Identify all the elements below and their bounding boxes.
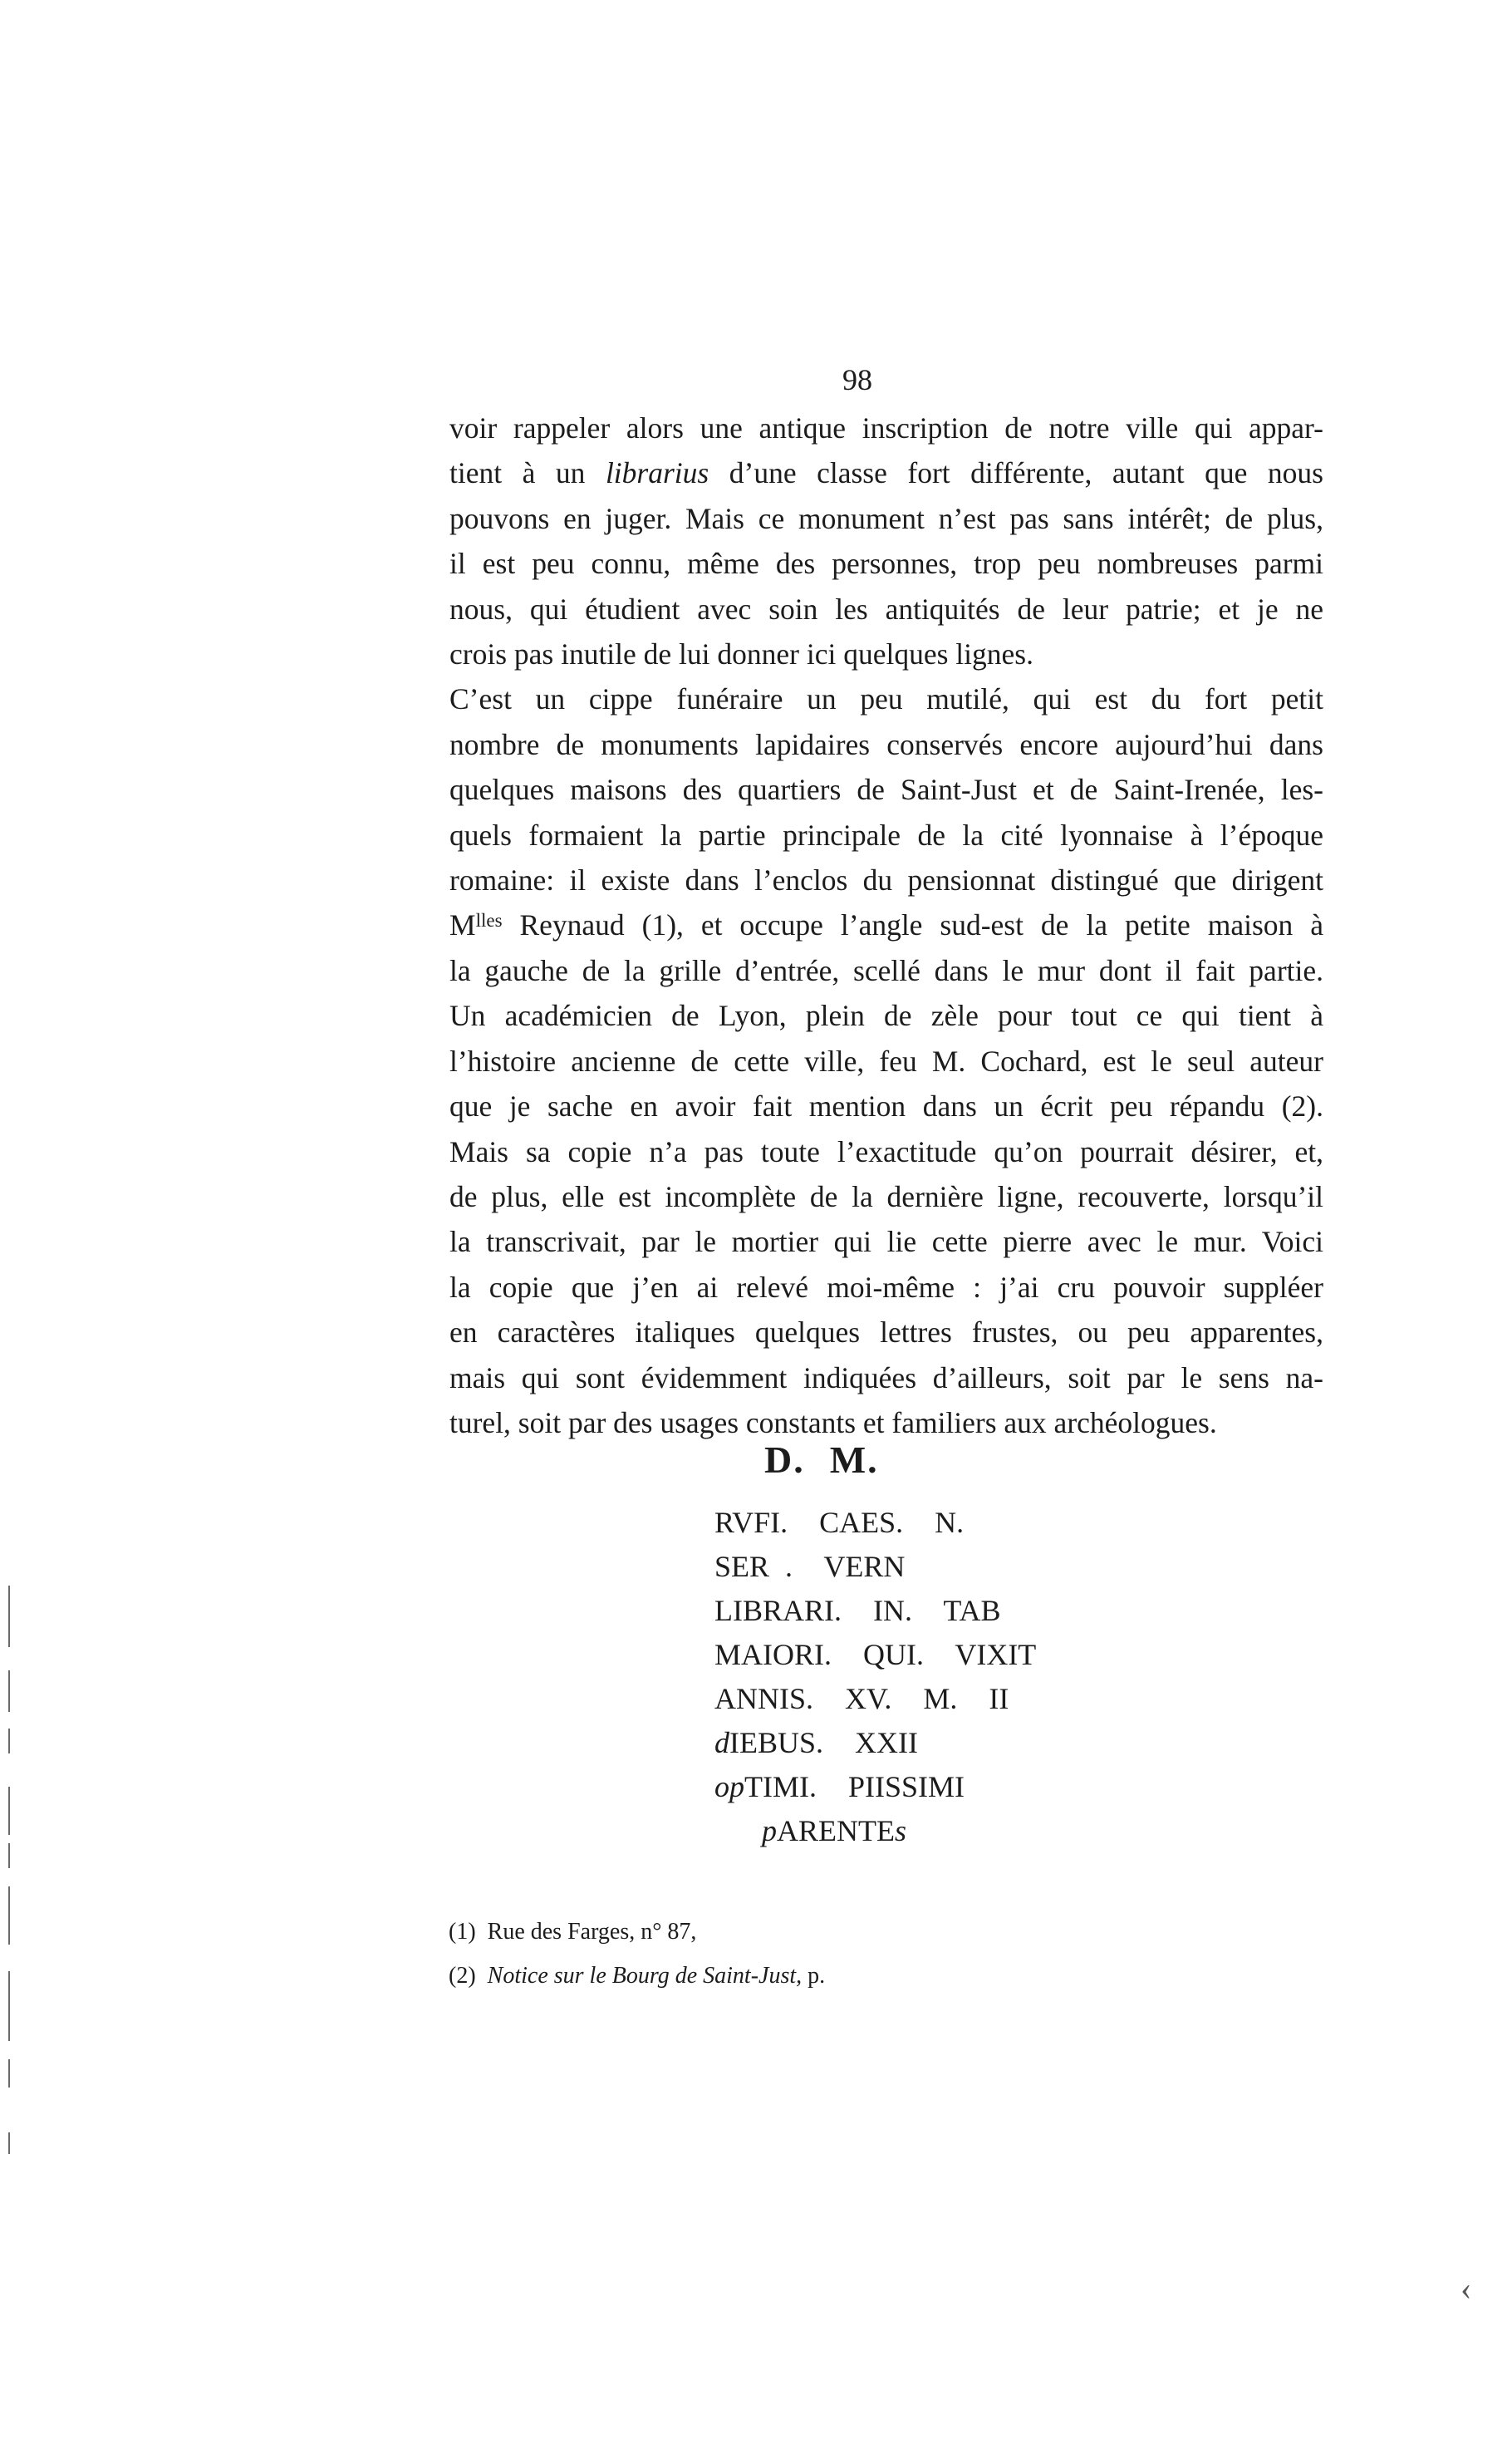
inscription-line: [714, 1677, 1036, 1721]
page-number: 98: [842, 363, 872, 396]
text-run: turel, soit par des usages constants et familiers aux archéologues.: [449, 1405, 1217, 1439]
text-line: [410, 1355, 1323, 1400]
text-run: p.: [802, 1963, 826, 1989]
text-run: romaine: il existe dans l’enclos du pensionnat distingué que dirigent: [449, 863, 1323, 898]
text-run: Mais sa copie n’a pas toute l’exactitude qu’on pourrait désirer, et,: [449, 1134, 1323, 1168]
text-run: quels formaient la partie principale de la cité lyonnaise à l’époque: [449, 818, 1323, 852]
paragraph: [410, 406, 1323, 676]
text-run: de plus, elle est incomplète de la dernière ligne, recouverte, lorsqu’il: [449, 1179, 1323, 1213]
text-line: [410, 496, 1323, 541]
text-run: LIBRARI. IN. TAB: [714, 1594, 1001, 1627]
text-run: [714, 1814, 762, 1847]
scan-margin-mark: [8, 1586, 10, 1647]
italic-text: p: [762, 1814, 777, 1847]
text-line: [410, 1174, 1323, 1219]
text-line: [410, 858, 1323, 902]
text-run: que je sache en avoir fait mention dans un écrit peu répandu (2).: [449, 1089, 1323, 1124]
text-run: la gauche de la grille d’entrée, scellé dans le mur dont il fait partie.: [449, 953, 1323, 987]
inscription-line: [714, 1545, 1036, 1589]
inscription-line: [714, 1589, 1036, 1633]
footnotes: [449, 1910, 825, 1998]
text-line: [410, 1310, 1323, 1355]
text-run: la transcrivait, par le mortier qui lie cette pierre avec le mur. Voici: [449, 1225, 1323, 1259]
text-run: nombre de monuments lapidaires conservés encore aujourd’hui dans: [449, 727, 1323, 761]
text-line: [410, 1265, 1323, 1310]
inscription-line: [714, 1721, 1036, 1765]
scan-margin-mark: [8, 1843, 10, 1868]
text-line: [410, 767, 1323, 812]
text-line: [410, 406, 1323, 450]
text-line: [410, 948, 1323, 993]
text-line: [410, 541, 1323, 586]
text-run: quelques maisons des quartiers de Saint-Just et de Saint-Irenée, les-: [449, 773, 1323, 807]
text-run: C’est un cippe funéraire un peu mutilé, qui est du fort petit: [449, 682, 1323, 716]
text-run: l’histoire ancienne de cette ville, feu M. Cochard, est le seul auteur: [449, 1044, 1323, 1078]
scan-margin-mark: [8, 1729, 10, 1753]
text-line: [410, 587, 1323, 632]
inscription-line: [714, 1765, 1036, 1809]
body-text: [410, 406, 1323, 1445]
text-run: crois pas inutile de lui donner ici quelques lignes.: [449, 637, 1033, 671]
text-line: [410, 993, 1323, 1038]
text-run: voir rappeler alors une antique inscription de notre ville qui appar-: [449, 411, 1323, 445]
inscription-line: [714, 1633, 1036, 1677]
scan-margin-mark: [8, 2059, 10, 2088]
text-run: ANNIS. XV. M. II: [714, 1682, 1009, 1715]
text-line: [410, 676, 1323, 721]
text-line: [410, 813, 1323, 858]
text-run: Un académicien de Lyon, plein de zèle pour tout ce qui tient à: [449, 999, 1323, 1033]
text-run: Reynaud (1), et occupe l’angle sud-est de la petite maison à: [502, 908, 1323, 942]
text-run: MAIORI. QUI. VIXIT: [714, 1638, 1037, 1671]
text-run: (1) Rue des Farges, n° 87,: [449, 1919, 697, 1945]
text-run: (2): [449, 1963, 488, 1989]
text-run: mais qui sont évidemment indiquées d’ailleurs, soit par le sens na-: [449, 1360, 1323, 1394]
scan-margin-mark: [8, 1787, 10, 1835]
text-run: il est peu connu, même des personnes, trop peu nombreuses parmi: [449, 547, 1323, 581]
inscription: [714, 1501, 1036, 1853]
inscription-line: [714, 1501, 1036, 1545]
scan-margin-mark: [8, 2132, 10, 2154]
text-run: en caractères italiques quelques lettres frustes, ou peu apparentes,: [449, 1316, 1323, 1350]
text-run: IEBUS. XXII: [729, 1726, 918, 1759]
italic-text: s: [894, 1814, 906, 1847]
text-run: pouvons en juger. Mais ce monument n’est pas sans intérêt; de plus,: [449, 501, 1323, 535]
paragraph: [410, 676, 1323, 1445]
text-run: SER . VERN: [714, 1550, 906, 1583]
text-run: RVFI. CAES. N.: [714, 1506, 965, 1539]
text-line: [410, 1039, 1323, 1084]
text-line: [410, 1219, 1323, 1264]
text-line: [410, 902, 1323, 947]
text-line: [410, 450, 1323, 495]
text-run: nous, qui étudient avec soin les antiquités de leur patrie; et je ne: [449, 592, 1323, 626]
text-run: ARENTE: [777, 1814, 895, 1847]
italic-text: Notice sur le Bourg de Saint-Just,: [487, 1963, 803, 1989]
inscription-heading: [764, 1438, 904, 1482]
scan-margin-mark: [8, 1670, 10, 1712]
text-line: [410, 1084, 1323, 1129]
text-run: la copie que j’en ai relevé moi-même : j’ai cru pouvoir suppléer: [449, 1270, 1323, 1304]
inscription-line: [714, 1809, 1036, 1853]
text-run: M: [449, 908, 476, 942]
inscription-heading-d: D.: [764, 1438, 805, 1481]
footnote: [449, 1954, 825, 1998]
italic-text: librarius: [605, 456, 709, 490]
scan-speck: ‹: [1460, 2270, 1472, 2307]
scan-margin-mark: [8, 1886, 10, 1945]
italic-text: d: [714, 1726, 729, 1759]
text-line: [410, 1129, 1323, 1174]
inscription-heading-m: M.: [829, 1438, 879, 1481]
scan-margin-mark: [8, 1971, 10, 2041]
italic-text: op: [714, 1770, 744, 1803]
text-run: tient à un: [449, 456, 606, 490]
text-line: [410, 632, 1323, 676]
footnote: [449, 1910, 825, 1954]
text-line: [410, 722, 1323, 767]
text-run: d’une classe fort différente, autant que nous: [709, 456, 1324, 490]
text-run: lles: [475, 910, 503, 932]
text-run: TIMI. PIISSIMI: [744, 1770, 965, 1803]
